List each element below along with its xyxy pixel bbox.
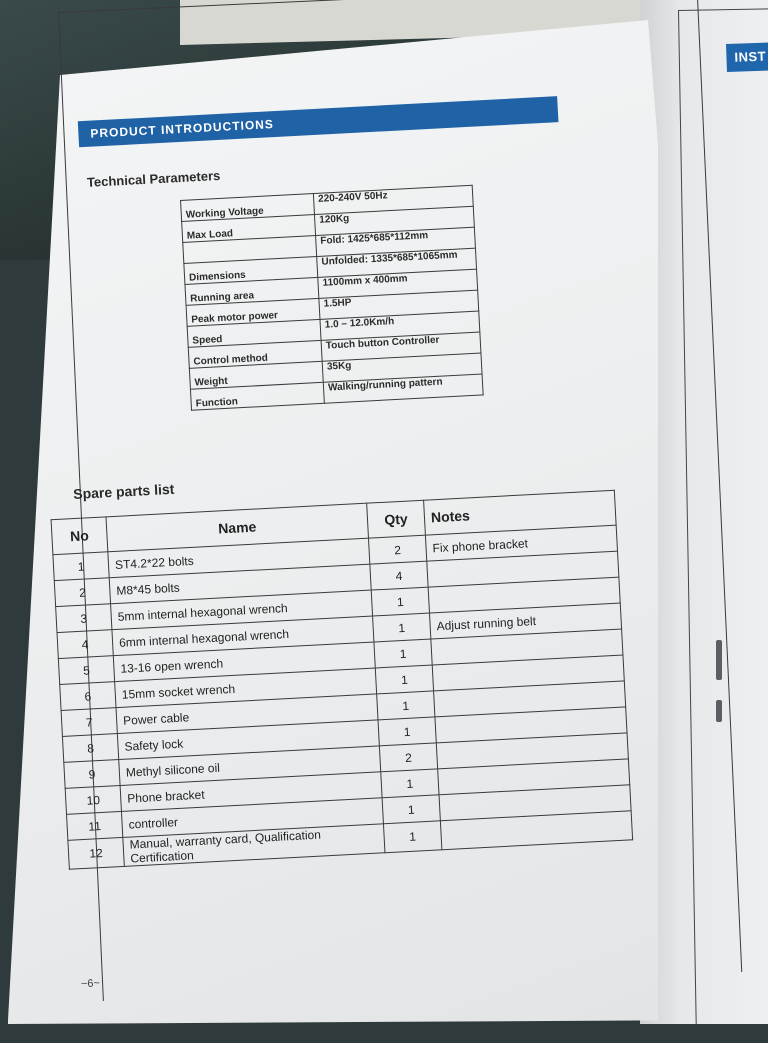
part-number: 9 xyxy=(64,760,120,789)
tech-param-value: 120Kg xyxy=(314,206,474,235)
col-header-notes: Notes xyxy=(424,490,617,535)
part-name: Manual, warranty card, Qualification Certification xyxy=(123,824,385,867)
part-name: Power cable xyxy=(116,694,378,734)
part-number: 3 xyxy=(56,604,112,633)
part-qty: 1 xyxy=(373,613,431,642)
part-qty: 1 xyxy=(371,587,429,616)
part-number: 2 xyxy=(54,578,110,607)
part-qty: 2 xyxy=(379,743,437,772)
part-qty: 1 xyxy=(375,665,433,694)
part-number: 6 xyxy=(60,682,116,711)
tech-param-label: Peak motor power xyxy=(186,298,320,326)
part-number: 5 xyxy=(58,656,114,685)
tech-param-value: 1100mm x 400mm xyxy=(318,269,478,298)
col-header-no: No xyxy=(51,517,108,555)
section-banner xyxy=(78,96,559,147)
tech-param-label: Function xyxy=(190,382,324,410)
tech-param-value: 1.0 – 12.0Km/h xyxy=(320,311,480,340)
part-name: controller xyxy=(121,798,383,838)
tech-param-value: Touch button Controller xyxy=(321,332,481,361)
tech-param-value: 1.5HP xyxy=(319,290,479,319)
part-qty: 1 xyxy=(383,821,441,853)
spare-parts-table xyxy=(51,490,634,870)
part-qty: 1 xyxy=(377,691,435,720)
part-name: Methyl silicone oil xyxy=(119,746,381,786)
tech-param-value: Walking/running pattern xyxy=(323,374,483,403)
part-number: 1 xyxy=(53,552,109,581)
part-number: 11 xyxy=(67,811,123,840)
col-header-name: Name xyxy=(106,503,368,552)
technical-table xyxy=(180,185,484,411)
part-notes: Fix phone bracket xyxy=(425,525,617,561)
part-name: 13-16 open wrench xyxy=(113,642,375,682)
section-banner-title: PRODUCT INTRODUCTIONS xyxy=(90,117,275,141)
col-header-qty: Qty xyxy=(367,500,426,538)
part-name: 15mm socket wrench xyxy=(115,668,377,708)
part-qty: 1 xyxy=(378,717,436,746)
tech-param-value: Fold: 1425*685*112mm xyxy=(316,227,476,256)
tech-param-label: Dimensions xyxy=(184,256,318,284)
part-name: M8*45 bolts xyxy=(109,564,371,604)
part-name: Phone bracket xyxy=(120,772,382,812)
part-qty: 2 xyxy=(368,535,426,564)
part-number: 7 xyxy=(61,708,117,737)
part-name: ST4.2*22 bolts xyxy=(108,538,370,578)
right-page-tab: INST xyxy=(726,42,768,72)
part-qty: 1 xyxy=(382,795,440,824)
tech-param-label: Working Voltage xyxy=(181,194,315,222)
tech-param-label: Max Load xyxy=(182,215,316,243)
tech-param-label: Control method xyxy=(188,340,322,368)
part-number: 4 xyxy=(57,630,113,659)
tech-param-value: 220-240V 50Hz xyxy=(313,185,473,214)
tech-param-label: Speed xyxy=(187,319,321,347)
part-number: 12 xyxy=(68,837,124,869)
part-name: Safety lock xyxy=(117,720,379,760)
part-name: 5mm internal hexagonal wrench xyxy=(111,590,373,630)
part-qty: 1 xyxy=(381,769,439,798)
technical-heading: Technical Parameters xyxy=(86,167,221,190)
part-qty: 4 xyxy=(370,561,428,590)
tech-param-value: 35Kg xyxy=(322,353,482,382)
spare-parts-heading: Spare parts list xyxy=(72,480,175,503)
part-notes: Adjust running belt xyxy=(429,603,621,639)
part-name: 6mm internal hexagonal wrench xyxy=(112,616,374,656)
tech-param-label: Weight xyxy=(189,361,323,389)
tech-param-value: Unfolded: 1335*685*1065mm xyxy=(317,248,477,277)
part-number: 8 xyxy=(62,734,118,763)
page-number: ~6~ xyxy=(80,977,101,991)
tech-param-label: Running area xyxy=(185,277,319,305)
part-qty: 1 xyxy=(374,639,432,668)
part-number: 10 xyxy=(65,785,121,814)
